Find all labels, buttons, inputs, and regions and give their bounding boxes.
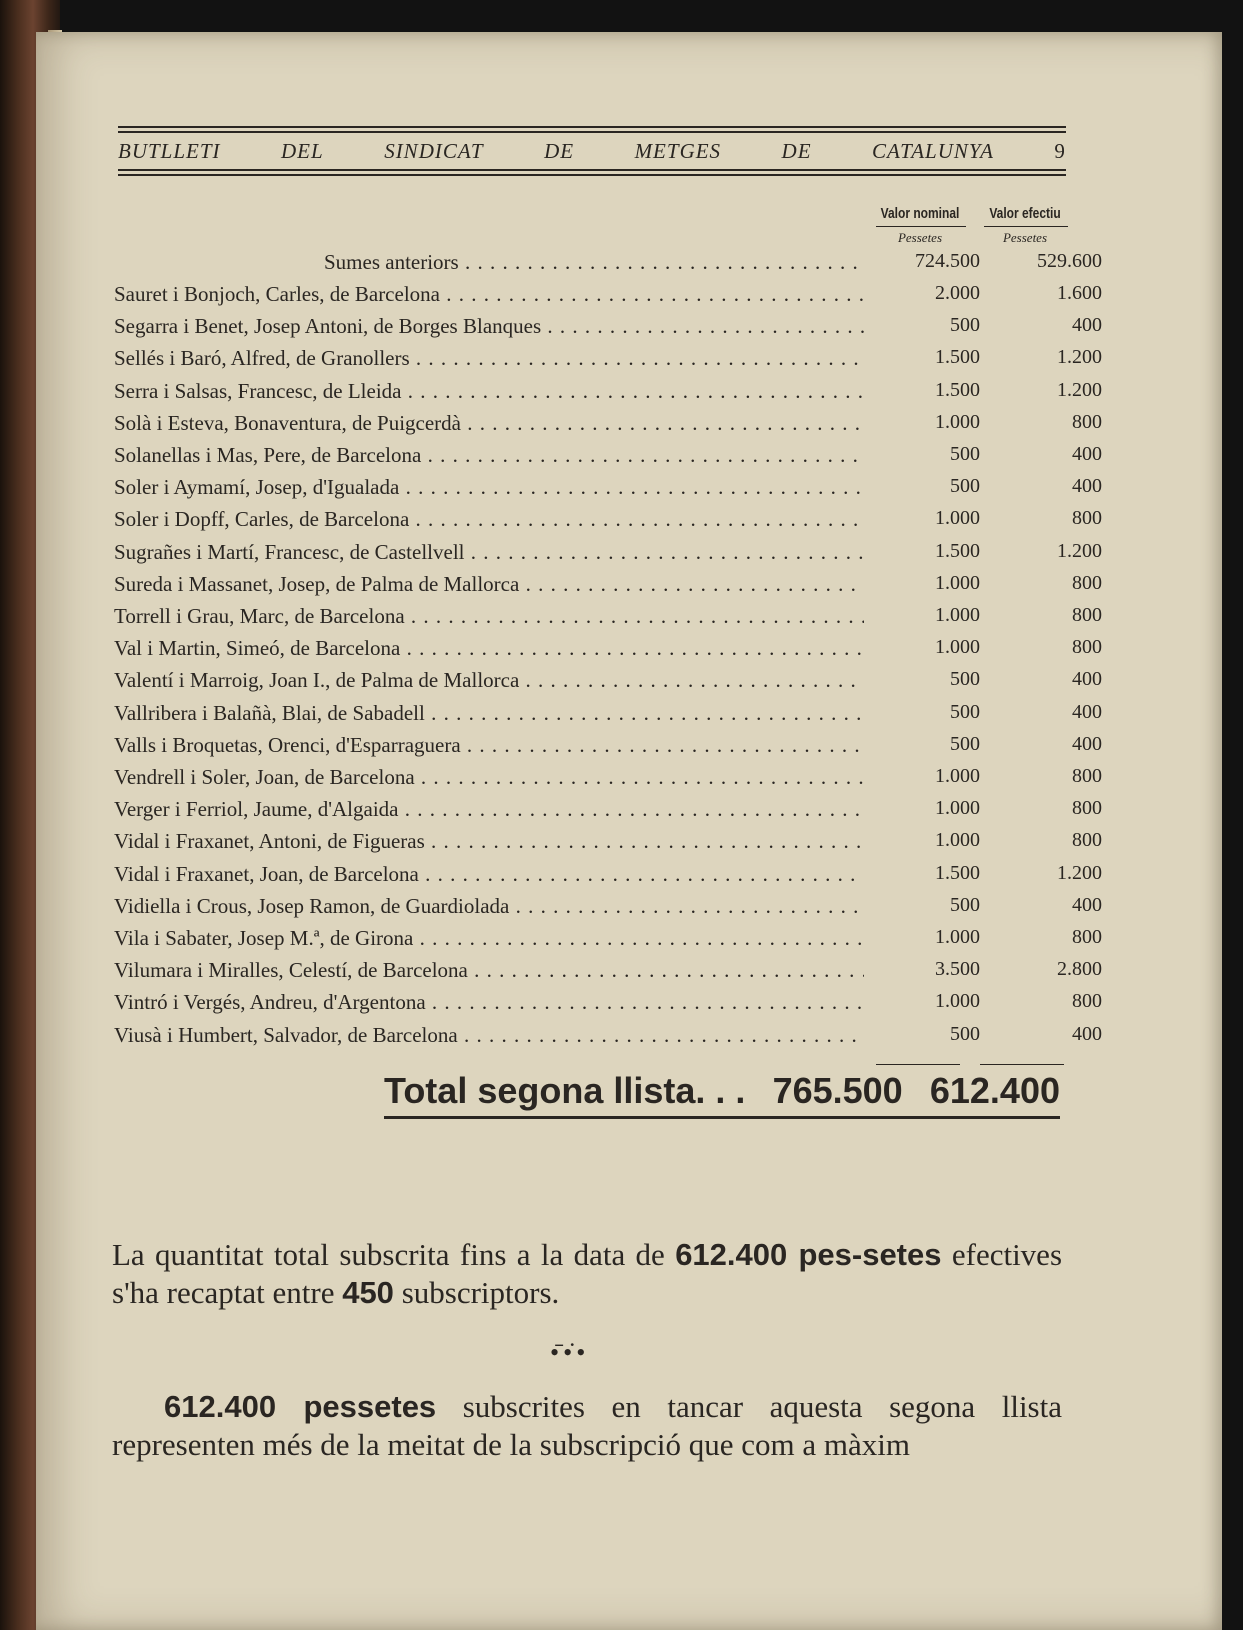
subscriber-nominal: 1.000 <box>935 829 980 852</box>
subscriber-row <box>114 443 1102 475</box>
subscriber-nominal: 500 <box>950 668 980 691</box>
subscriber-efectiu: 400 <box>1072 443 1102 465</box>
subscriber-name: Vila i Sabater, Josep M.ª, de Girona . . . <box>114 926 864 951</box>
subscriber-name: Valentí i Marroig, Joan I., de Palma de Mallorca . . . <box>114 668 864 693</box>
subscriber-row <box>114 378 1102 411</box>
col-efectiu-sub: Pessetes <box>1002 230 1048 245</box>
subscriber-nominal: 500 <box>950 1022 980 1045</box>
header-word: BUTLLETI <box>118 138 221 163</box>
subscriber-name: Valls i Broquetas, Orenci, d'Esparraguera . . . <box>114 733 864 758</box>
total-nominal: 765.500 <box>772 1070 903 1111</box>
para1-count: 450 <box>342 1275 394 1310</box>
subscriber-nominal: 1.000 <box>935 926 980 948</box>
col-efectiu-title: Valor efectiu <box>989 204 1061 222</box>
subscriber-name: Vintró i Vergés, Andreu, d'Argentona . . . <box>114 990 864 1015</box>
subscriber-name: Verger i Ferriol, Jaume, d'Algaida . . . <box>114 797 864 822</box>
subscriber-name: Vilumara i Miralles, Celestí, de Barcelona . . . <box>114 958 864 983</box>
subscriber-name: Sauret i Bonjoch, Carles, de Barcelona . . . <box>114 282 864 307</box>
subscriber-row <box>114 926 1102 958</box>
subscriber-efectiu: 800 <box>1072 571 1102 594</box>
col-nominal-title: Valor nominal <box>880 204 960 222</box>
subscriber-nominal: 2.000 <box>935 282 980 304</box>
summary-paragraph <box>112 1236 1062 1312</box>
subscriber-nominal: 1.000 <box>935 410 980 433</box>
header-word: DE <box>544 138 575 163</box>
subscriber-name: Soler i Aymamí, Josep, d'Igualada . . . <box>114 475 864 500</box>
subscriber-nominal: 3.500 <box>935 958 980 981</box>
subscriber-nominal: 1.500 <box>935 346 980 369</box>
subscriber-efectiu: 800 <box>1072 410 1102 433</box>
header-word: METGES <box>634 138 722 163</box>
subscriber-name: Vallribera i Balañà, Blai, de Sabadell . . . <box>114 701 864 726</box>
subscriber-name: Solanellas i Mas, Pere, de Barcelona . . . <box>114 443 864 468</box>
col-nominal-sub: Pessetes <box>897 230 943 245</box>
subscriber-nominal: 1.000 <box>935 990 980 1013</box>
header-word: DEL <box>281 138 324 163</box>
header-row <box>118 136 1066 166</box>
subscriber-name: Solà i Esteva, Bonaventura, de Puigcerdà . . . <box>114 411 864 436</box>
header-word: DE <box>781 138 812 163</box>
subscriber-efectiu: 1.200 <box>1057 346 1102 369</box>
subscriber-row <box>114 829 1102 861</box>
subscriber-row <box>114 990 1102 1022</box>
para2-text: subscrites en tancar aquesta segona llista representen més de la meitat de la subscripció que com a màxim <box>112 1389 1062 1462</box>
subscriber-efectiu: 800 <box>1072 604 1102 626</box>
subscriber-efectiu: 400 <box>1072 475 1102 498</box>
subscriber-name: Val i Martin, Simeó, de Barcelona . . . <box>114 636 864 661</box>
total-row <box>384 1070 1060 1112</box>
subscriber-efectiu: 1.600 <box>1057 282 1102 304</box>
subscriber-name: Vidal i Fraxanet, Joan, de Barcelona . . . <box>114 862 864 887</box>
subscriber-efectiu: 800 <box>1072 990 1102 1013</box>
sumes-label: Sumes anteriors . . . <box>324 250 864 275</box>
total-efectiu: 612.400 <box>929 1070 1060 1111</box>
subscriber-nominal: 1.500 <box>935 861 980 884</box>
subscriber-row <box>114 604 1102 636</box>
col-nominal-rule <box>876 226 966 227</box>
subscriber-nominal: 1.000 <box>935 797 980 820</box>
subscriber-nominal: 500 <box>950 314 980 337</box>
subscriber-row <box>114 797 1102 829</box>
subscriber-name: Vendrell i Soler, Joan, de Barcelona . . . <box>114 765 864 790</box>
subscriber-efectiu: 1.200 <box>1057 378 1102 401</box>
subscriber-row <box>114 507 1102 539</box>
subscriber-nominal: 1.000 <box>935 507 980 530</box>
subscriber-nominal: 500 <box>950 475 980 498</box>
subscriber-row <box>114 571 1102 604</box>
subscriber-row <box>114 732 1102 765</box>
subscriber-row <box>114 700 1102 733</box>
para2-amount: 612.400 pessetes <box>164 1389 437 1424</box>
subscriber-nominal: 1.500 <box>935 539 980 562</box>
header-rule-bottom <box>118 169 1066 171</box>
subscriber-efectiu: 1.200 <box>1057 861 1102 884</box>
subscriber-name: Soler i Dopff, Carles, de Barcelona . . . <box>114 507 864 532</box>
subscriber-efectiu: 800 <box>1072 765 1102 787</box>
subscriber-nominal: 500 <box>950 443 980 465</box>
subscriber-row <box>114 346 1102 378</box>
subscriber-name: Sellés i Baró, Alfred, de Granollers . . . <box>114 346 864 371</box>
subscriber-row <box>114 893 1102 926</box>
subscriber-efectiu: 800 <box>1072 926 1102 948</box>
subscriber-nominal: 1.000 <box>935 604 980 626</box>
subscriber-name: Sugrañes i Martí, Francesc, de Castellvell . . . <box>114 540 864 565</box>
subscriber-row <box>114 1022 1102 1055</box>
subscriber-efectiu: 800 <box>1072 507 1102 530</box>
subscriber-name: Vidal i Fraxanet, Antoni, de Figueras . . . <box>114 829 864 854</box>
subscriber-efectiu: 800 <box>1072 797 1102 820</box>
subscriber-row <box>114 282 1102 314</box>
para1-text-3: subscriptors. <box>393 1275 560 1310</box>
subscriber-name: Vidiella i Crous, Josep Ramon, de Guardiolada . . . <box>114 894 864 919</box>
ornament: •̄•̇• <box>550 1338 590 1367</box>
subscriber-efectiu: 2.800 <box>1057 958 1102 981</box>
running-header <box>118 126 1066 179</box>
total-rule-nominal <box>876 1064 960 1065</box>
subscriber-efectiu: 800 <box>1072 636 1102 659</box>
total-label: Total segona llista. . . <box>384 1070 746 1111</box>
header-word: CATALUNYA <box>872 138 994 163</box>
sumes-anteriors-row <box>114 250 1102 282</box>
subscriber-efectiu: 400 <box>1072 893 1102 916</box>
subscriber-name: Torrell i Grau, Marc, de Barcelona . . . <box>114 604 864 629</box>
header-rule-top <box>118 126 1066 128</box>
subscriber-efectiu: 400 <box>1072 1022 1102 1045</box>
subscriber-name: Viusà i Humbert, Salvador, de Barcelona . . . <box>114 1023 864 1048</box>
para1-text: La quantitat total subscrita fins a la data de <box>112 1237 676 1272</box>
subscriber-row <box>114 958 1102 990</box>
subscriber-efectiu: 400 <box>1072 314 1102 337</box>
subscriber-row <box>114 668 1102 700</box>
subscriber-nominal: 1.000 <box>935 571 980 594</box>
subscriber-row <box>114 636 1102 668</box>
subscriber-row <box>114 765 1102 797</box>
header-rule-top-2 <box>118 131 1066 133</box>
para1-amount: 612.400 pes-setes <box>675 1237 942 1272</box>
subscriber-row <box>114 410 1102 443</box>
subscriber-efectiu: 400 <box>1072 668 1102 691</box>
subscriber-name: Sureda i Massanet, Josep, de Palma de Mallorca . . . <box>114 572 864 597</box>
subscriber-nominal: 500 <box>950 700 980 723</box>
col-efectiu-rule <box>984 226 1068 227</box>
subscriber-nominal: 500 <box>950 893 980 916</box>
subscriber-row <box>114 861 1102 894</box>
total-underline <box>384 1116 1060 1119</box>
subscriber-row <box>114 314 1102 346</box>
page-number: 9 <box>1054 138 1066 163</box>
subscriber-nominal: 1.000 <box>935 765 980 787</box>
subscriber-efectiu: 400 <box>1072 700 1102 723</box>
subscriber-row <box>114 539 1102 572</box>
para1-text-2: efectives s'ha recaptat entre <box>112 1237 1063 1310</box>
subscriber-row <box>114 475 1102 507</box>
header-rule-bottom-2 <box>118 174 1066 176</box>
subscriber-name: Segarra i Benet, Josep Antoni, de Borges Blanques . . . <box>114 314 864 339</box>
subscriber-efectiu: 800 <box>1072 829 1102 852</box>
subscriber-name: Serra i Salsas, Francesc, de Lleida . . . <box>114 379 864 404</box>
header-word: SINDICAT <box>384 138 484 163</box>
subscriber-nominal: 500 <box>950 732 980 755</box>
sumes-efectiu: 529.600 <box>1037 250 1102 272</box>
total-rule-efectiu <box>980 1064 1064 1065</box>
sumes-nominal: 724.500 <box>915 250 980 272</box>
subscriber-nominal: 1.500 <box>935 378 980 401</box>
closing-paragraph <box>112 1388 1062 1464</box>
subscriber-efectiu: 400 <box>1072 732 1102 755</box>
subscriber-efectiu: 1.200 <box>1057 539 1102 562</box>
subscriber-nominal: 1.000 <box>935 636 980 659</box>
